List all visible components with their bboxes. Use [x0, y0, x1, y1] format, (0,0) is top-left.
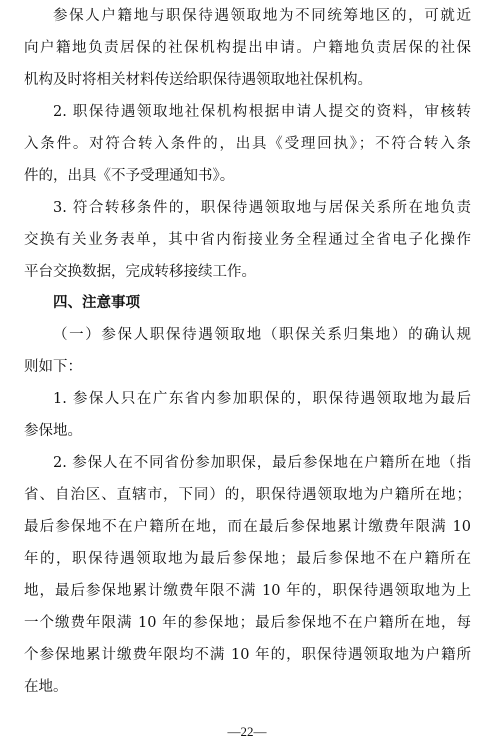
p5-line-1: 1. 参保人只在广东省内参加职保的，职保待遇领取地为最后: [53, 391, 471, 407]
p6-line-8: 在地。: [24, 679, 68, 695]
page-number: —22—: [227, 724, 267, 739]
p2-line-1: 2. 职保待遇领取地社保机构根据申请人提交的资料，审核转: [53, 104, 471, 120]
p1-line-2: 向户籍地负责居保的社保机构提出申请。户籍地负责居保的社保: [24, 40, 471, 56]
p6-line-2: 省、自治区、直辖市，下同）的，职保待遇领取地为户籍所在地；: [24, 487, 471, 503]
p2-line-3: 件的，出具《不予受理通知书》。: [24, 168, 235, 184]
p6-line-3: 最后参保地不在户籍所在地，而在最后参保地累计缴费年限满 10: [24, 519, 471, 535]
p6-line-1: 2. 参保人在不同省份参加职保，最后参保地在户籍所在地（指: [53, 455, 471, 471]
p6-line-5: 地，最后参保地累计缴费年限不满 10 年的，职保待遇领取地为上: [24, 583, 471, 599]
p3-line-1: 3. 符合转移条件的，职保待遇领取地与居保关系所在地负责: [53, 200, 471, 216]
p6-line-6: 一个缴费年限满 10 年的参保地；最后参保地不在户籍所在地，每: [24, 615, 471, 631]
p5-line-2: 参保地。: [24, 423, 82, 439]
p6-line-7: 个参保地累计缴费年限均不满 10 年的，职保待遇领取地为户籍所: [24, 647, 471, 663]
p2-line-2: 入条件。对符合转入条件的，出具《受理回执》；不符合转入条: [24, 136, 471, 152]
section-heading: 四、注意事项: [53, 295, 140, 311]
p1-line-3: 机构及时将相关材料传送给职保待遇领取地社保机构。: [24, 72, 372, 88]
p3-line-3: 平台交换数据，完成转移接续工作。: [24, 264, 256, 280]
p1-line-1: 参保人户籍地与职保待遇领取地为不同统筹地区的，可就近: [53, 8, 471, 24]
p6-line-4: 年的，职保待遇领取地为最后参保地；最后参保地不在户籍所在: [24, 551, 471, 567]
p4-line-1: （一）参保人职保待遇领取地（职保关系归集地）的确认规: [53, 327, 471, 343]
p3-line-2: 交换有关业务表单，其中省内衔接业务全程通过全省电子化操作: [24, 232, 471, 248]
p4-line-2: 则如下：: [24, 359, 82, 375]
